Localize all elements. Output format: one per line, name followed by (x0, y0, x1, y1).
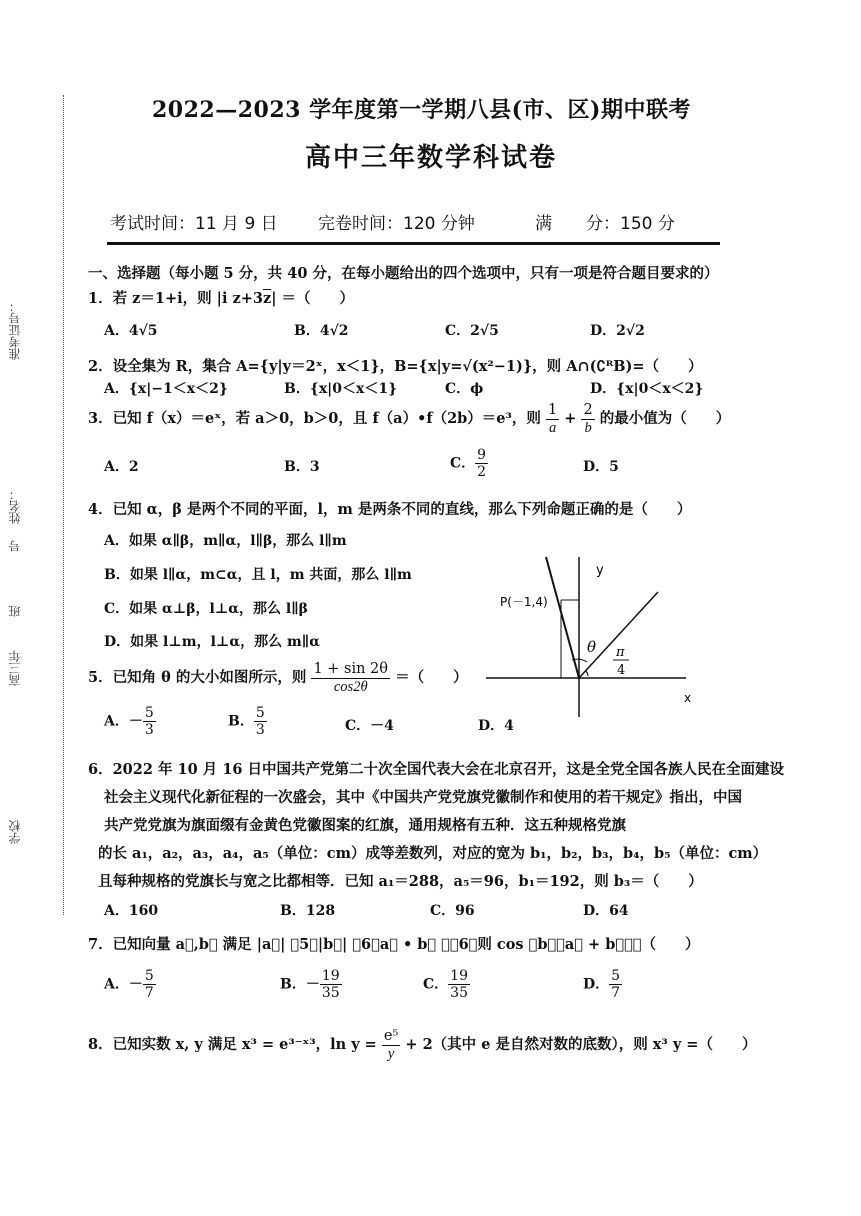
question-8-fraction: $\frac{\text{e⁵}}{y}$ (383, 1028, 399, 1062)
question-3-stem: 已知 f（x）＝eˣ，若 a＞0，b＞0，且 f（a）•f（2b）＝e³，则 (112, 410, 541, 428)
question-4-number: 4． (88, 501, 113, 518)
question-7-option-b: B．－ $\frac{19}{35}$ (280, 968, 340, 1002)
question-7-stem: 已知向量 a⃗,b⃗ 满足 |a⃗| ＝5，|b⃗| ＝6，a⃗ • b⃗ ＝－6，则 cos ＜b⃗，a⃗ + b⃗＞＝（ ） (112, 936, 700, 953)
question-5-number: 5． (88, 669, 113, 687)
angle-figure (486, 552, 696, 722)
question-4-option-d: D．如果 l⊥m，l⊥α，那么 m∥α (104, 634, 320, 650)
question-1-option-d: D．2√2 (590, 323, 645, 339)
question-5-stem-end: ＝（ ） (395, 669, 468, 687)
question-3-number: 3． (88, 410, 113, 428)
question-6-line-5: 且每种规格的党旗长与宽之比都相等．已知 a₁＝288，a₅＝96，b₁＝192，则 b₃＝（ ） (98, 873, 703, 890)
question-1-stem: 若 z＝1+i，则 |i z+3 (112, 290, 263, 307)
question-1-number: 1． (88, 290, 113, 307)
question-5-option-a: A．－ $\frac{5}{3}$ (104, 705, 154, 739)
point-label: P(－1,4) (500, 595, 548, 609)
question-2-stem: 设全集为 R，集合 A={y|y＝2ˣ，x＜1}，B={x|y=√(x²−1)}，则 A∩(∁ᴿB)=（ ） (112, 358, 703, 375)
question-3-fraction-2: $\frac{2}{b}$ (583, 402, 593, 436)
question-2-option-a: A．{x|−1＜x＜2} (104, 381, 228, 397)
exam-subtitle: 高中三年数学科试卷 (305, 143, 558, 173)
exam-duration: 完卷时间：120 分钟 (318, 214, 475, 234)
question-5-stem: 已知角 θ 的大小如图所示，则 (112, 669, 307, 687)
pi-arc (586, 671, 588, 676)
question-1-option-c: C．2√5 (445, 323, 499, 339)
side-label-class: 班 (8, 605, 22, 617)
x-axis-label: x (684, 691, 692, 705)
question-6-option-c: C．96 (430, 903, 475, 919)
question-3-stem-end: 的最小值为（ ） (599, 410, 731, 428)
question-7-number: 7． (88, 936, 113, 953)
question-6-option-a: A．160 (104, 903, 159, 919)
binding-dotted-line (63, 95, 64, 915)
exam-time: 考试时间：11 月 9 日 (110, 214, 278, 234)
question-1-stem-end: | ＝（ ） (271, 290, 355, 307)
question-8-stem: 已知实数 x, y 满足 x³ = e³⁻ˣ³，ln y = (112, 1036, 377, 1054)
question-3-option-b: B．3 (284, 459, 320, 475)
question-3-fraction-1: $\frac{1}{a}$ (547, 402, 558, 436)
question-2 (88, 355, 703, 376)
question-6-text-1: 2022 年 10 月 16 日中国共产党第二十次全国代表大会在北京召开，这是全党全国各族人民在全面建设 (112, 761, 785, 778)
question-6-option-b: B．128 (280, 903, 336, 919)
question-1 (88, 287, 354, 308)
question-4-option-b: B．如果 l∥α，m⊂α，且 l，m 共面，那么 l∥m (104, 567, 412, 583)
angle-numerator: π (616, 645, 625, 660)
question-7-option-d: D． $\frac{5}{7}$ (583, 968, 621, 1002)
question-6-option-d: D．64 (583, 903, 629, 919)
question-3 (88, 402, 730, 436)
side-label-ticket: 准考证号： (8, 300, 22, 360)
question-8 (88, 1028, 756, 1062)
question-3-option-c: C． $\frac{9}{2}$ (450, 447, 487, 481)
side-label-seat: 号 (8, 540, 22, 552)
question-5-option-b: B． $\frac{5}{3}$ (228, 705, 265, 739)
question-8-number: 8． (88, 1036, 113, 1054)
question-6-line-3: 共产党党旗为旗面缀有金黄色党徽图案的红旗，通用规格有五种．这五种规格党旗 (104, 817, 626, 834)
question-6-line-1 (88, 758, 784, 779)
question-6-line-2: 社会主义现代化新征程的一次盛会，其中《中国共产党党旗党徽制作和使用的若干规定》指出，中国 (104, 789, 742, 806)
question-5-option-d: D．4 (478, 718, 514, 734)
question-6-line-4: 的长 a₁，a₂，a₃，a₄，a₅（单位：cm）成等差数列，对应的宽为 b₁，b₂，b₃，b₄，b₅（单位：cm） (98, 845, 768, 862)
theta-label: θ (587, 638, 597, 656)
exam-title: 2022—2023 学年度第一学期八县(市、区)期中联考 (152, 97, 691, 123)
header-rule (107, 242, 720, 245)
y-axis-label: y (596, 563, 604, 578)
question-1-option-a: A．4√5 (104, 323, 158, 339)
question-7-option-a: A．－ $\frac{5}{7}$ (104, 968, 154, 1002)
side-label-name: 姓名： (8, 488, 22, 524)
question-2-option-d: D．{x|0＜x＜2} (590, 381, 704, 397)
side-label-grade: 高三年 (8, 650, 22, 686)
side-label-school: 学校 (8, 820, 22, 844)
question-3-option-d: D．5 (583, 459, 619, 475)
question-7 (88, 933, 699, 954)
question-2-option-c: C．ϕ (445, 381, 484, 397)
question-3-option-a: A．2 (104, 459, 139, 475)
question-4-stem: 已知 α，β 是两个不同的平面，l，m 是两条不同的直线，那么下列命题正确的是（ ） (112, 501, 692, 518)
question-6-number: 6． (88, 761, 113, 778)
question-5-option-c: C．－4 (345, 718, 394, 734)
question-4-option-a: A．如果 α∥β，m∥α，l∥β，那么 l∥m (104, 533, 347, 549)
question-5-fraction: $\frac{1 + \sin 2\theta}{\cos 2\theta}$ (313, 661, 389, 695)
question-5 (88, 661, 468, 695)
question-3-plus: + (564, 410, 577, 428)
question-1-option-b: B．4√2 (294, 323, 349, 339)
question-7-option-c: C． $\frac{19}{35}$ (423, 968, 468, 1002)
question-4-option-c: C．如果 α⊥β，l⊥α，那么 l∥β (104, 601, 308, 617)
angle-denominator: 4 (617, 663, 626, 678)
question-1-zbar: z (262, 290, 272, 307)
exam-score: 满 分：150 分 (535, 214, 675, 234)
question-2-number: 2． (88, 358, 113, 375)
question-4 (88, 498, 691, 519)
section-heading: 一、选择题（每小题 5 分，共 40 分，在每小题给出的四个选项中，只有一项是符合题目要求的） (88, 265, 719, 282)
question-2-option-b: B．{x|0＜x＜1} (284, 381, 398, 397)
question-8-stem-end: + 2（其中 e 是自然对数的底数），则 x³ y =（ ） (405, 1036, 757, 1054)
